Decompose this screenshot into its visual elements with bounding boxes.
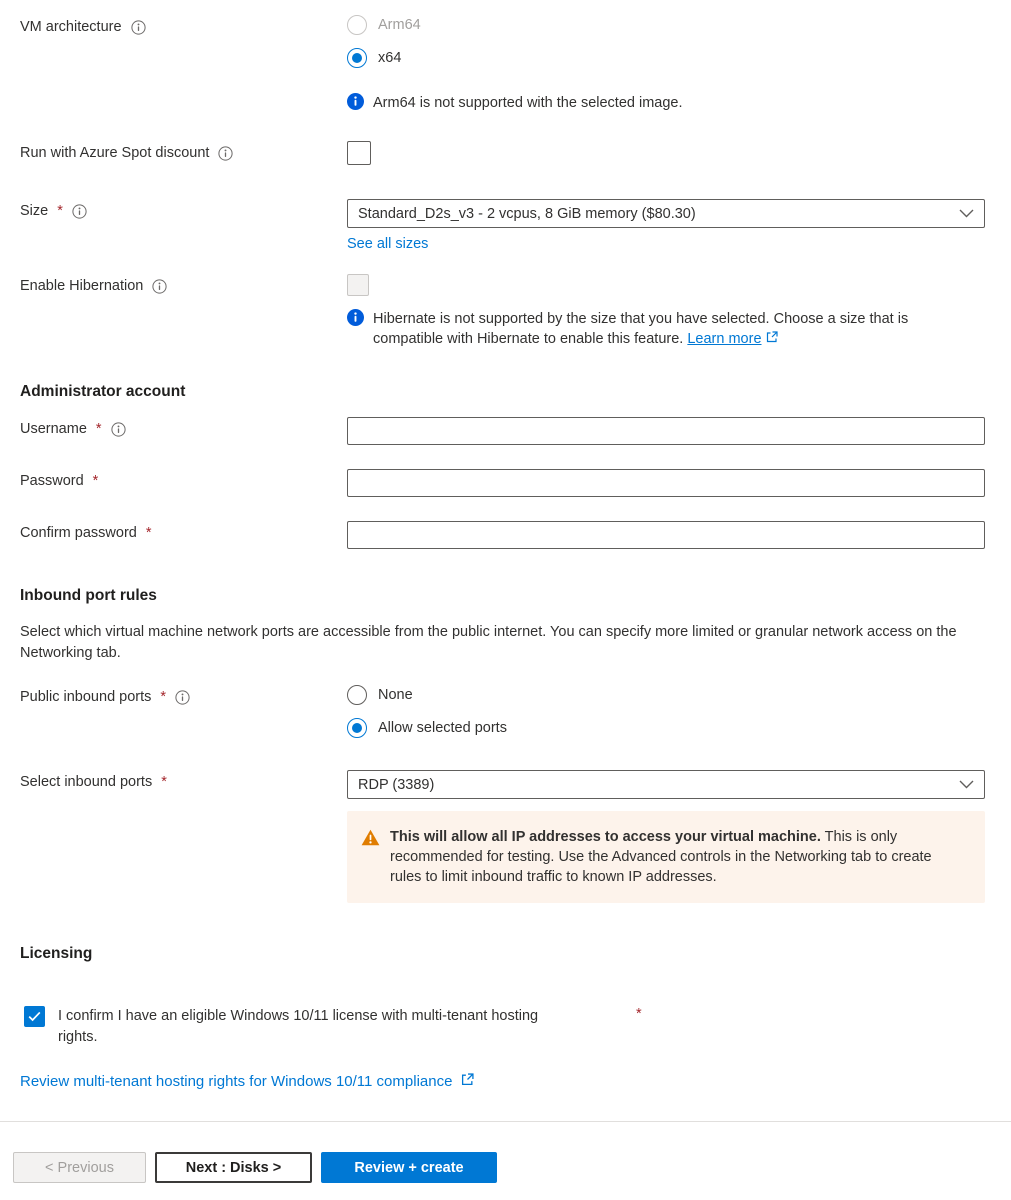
azure-spot-row	[20, 141, 991, 169]
radio-circle-icon	[347, 685, 367, 705]
radio-option-arm64[interactable]	[347, 15, 985, 35]
license-review-link-row	[20, 1073, 991, 1090]
confirm-password-row	[20, 521, 991, 549]
review-create-button[interactable]: Review + create	[321, 1152, 497, 1183]
vm-architecture-label-group	[20, 15, 347, 35]
vm-architecture-row	[20, 15, 991, 113]
checkmark-icon	[28, 1011, 41, 1022]
azure-spot-label: Run with Azure Spot discount	[20, 145, 210, 161]
info-filled-icon	[347, 93, 364, 110]
info-icon[interactable]	[218, 146, 233, 161]
external-link-icon	[461, 1073, 474, 1086]
info-icon[interactable]	[72, 204, 87, 219]
warning-triangle-icon	[361, 829, 380, 846]
size-label-group	[20, 199, 347, 219]
required-asterisk: *	[92, 473, 99, 489]
password-label: Password	[20, 473, 84, 489]
radio-label-allow-selected-ports: Allow selected ports	[378, 720, 507, 736]
hibernation-row	[20, 274, 991, 349]
username-label: Username	[20, 421, 87, 437]
hibernation-info-text-body: Hibernate is not supported by the size that you have selected. Choose a size that is compatible with Hibernate to enable this feature.	[373, 311, 909, 347]
info-icon[interactable]	[111, 422, 126, 437]
next-disks-button[interactable]: Next : Disks >	[155, 1152, 312, 1183]
select-inbound-ports-label: Select inbound ports	[20, 774, 153, 790]
chevron-down-icon	[959, 209, 974, 218]
info-filled-icon	[347, 309, 364, 326]
required-asterisk: *	[160, 689, 167, 705]
public-inbound-ports-row	[20, 685, 991, 738]
radio-circle-selected-icon	[347, 48, 367, 68]
inbound-port-rules-heading: Inbound port rules	[20, 587, 157, 604]
inbound-ports-warning	[347, 811, 985, 903]
password-label-group	[20, 469, 347, 489]
hibernation-info-message	[347, 309, 985, 349]
public-inbound-ports-label: Public inbound ports	[20, 689, 152, 705]
password-input[interactable]	[347, 469, 985, 497]
username-row	[20, 417, 991, 445]
previous-button[interactable]: < Previous	[13, 1152, 146, 1183]
learn-more-link[interactable]: Learn more	[687, 331, 762, 347]
confirm-password-label: Confirm password	[20, 525, 137, 541]
username-label-group	[20, 417, 347, 437]
external-link-icon	[766, 331, 778, 343]
username-input[interactable]	[347, 417, 985, 445]
size-dropdown-value: Standard_D2s_v3 - 2 vcpus, 8 GiB memory ($80.30)	[358, 205, 696, 222]
radio-option-none[interactable]	[347, 685, 985, 705]
see-all-sizes-link[interactable]: See all sizes	[347, 236, 429, 252]
radio-circle-selected-icon	[347, 718, 367, 738]
required-asterisk: *	[95, 421, 102, 437]
info-icon[interactable]	[152, 279, 167, 294]
inbound-port-rules-description: Select which virtual machine network ports are accessible from the public internet. You can specify more limited or granular network access on the Networking tab.	[20, 624, 957, 661]
inbound-ports-warning-rest: This is only recommended for testing. Use the Advanced controls in the Networking tab to create rules to limit inbound traffic to known IP addresses.	[390, 829, 932, 885]
required-asterisk: *	[161, 774, 167, 790]
select-inbound-ports-dropdown[interactable]	[347, 770, 985, 799]
hibernation-label: Enable Hibernation	[20, 278, 144, 294]
public-inbound-ports-label-group	[20, 685, 347, 705]
admin-account-heading: Administrator account	[20, 383, 186, 400]
password-row	[20, 469, 991, 497]
inbound-ports-warning-bold: This will allow all IP addresses to access your virtual machine.	[390, 829, 821, 845]
radio-option-x64[interactable]	[347, 48, 985, 68]
radio-label-x64: x64	[378, 50, 402, 66]
footer	[0, 1121, 1011, 1183]
info-icon[interactable]	[131, 20, 146, 35]
radio-option-allow-selected-ports[interactable]	[347, 718, 985, 738]
select-inbound-ports-value: RDP (3389)	[358, 776, 435, 793]
select-inbound-ports-label-group	[20, 770, 347, 790]
footer-buttons	[0, 1122, 1011, 1183]
hibernation-label-group	[20, 274, 347, 294]
info-icon[interactable]	[175, 690, 190, 705]
inbound-ports-warning-text	[390, 827, 965, 887]
arm64-info-message	[347, 93, 985, 113]
arm64-info-text: Arm64 is not supported with the selected image.	[373, 95, 683, 111]
size-dropdown[interactable]	[347, 199, 985, 228]
size-label: Size	[20, 203, 49, 219]
license-confirm-checkbox[interactable]	[24, 1006, 45, 1027]
required-asterisk: *	[57, 203, 63, 219]
confirm-password-label-group	[20, 521, 347, 541]
radio-label-none: None	[378, 687, 413, 703]
vm-architecture-label: VM architecture	[20, 19, 122, 35]
chevron-down-icon	[959, 780, 974, 789]
licensing-heading: Licensing	[20, 945, 93, 962]
hibernation-info-text	[373, 309, 968, 349]
required-asterisk: *	[636, 1006, 642, 1022]
select-inbound-ports-row	[20, 770, 991, 903]
size-row	[20, 199, 991, 252]
radio-label-arm64: Arm64	[378, 17, 421, 33]
license-confirm-row	[20, 1006, 991, 1048]
radio-circle-icon	[347, 15, 367, 35]
azure-spot-label-group	[20, 141, 347, 161]
azure-spot-checkbox[interactable]	[347, 141, 371, 165]
required-asterisk: *	[145, 525, 152, 541]
license-confirm-text: I confirm I have an eligible Windows 10/11 license with multi-tenant hosting rights.	[58, 1008, 539, 1045]
hibernation-checkbox[interactable]	[347, 274, 369, 296]
review-hosting-rights-link[interactable]: Review multi-tenant hosting rights for Windows 10/11 compliance	[20, 1073, 453, 1090]
confirm-password-input[interactable]	[347, 521, 985, 549]
